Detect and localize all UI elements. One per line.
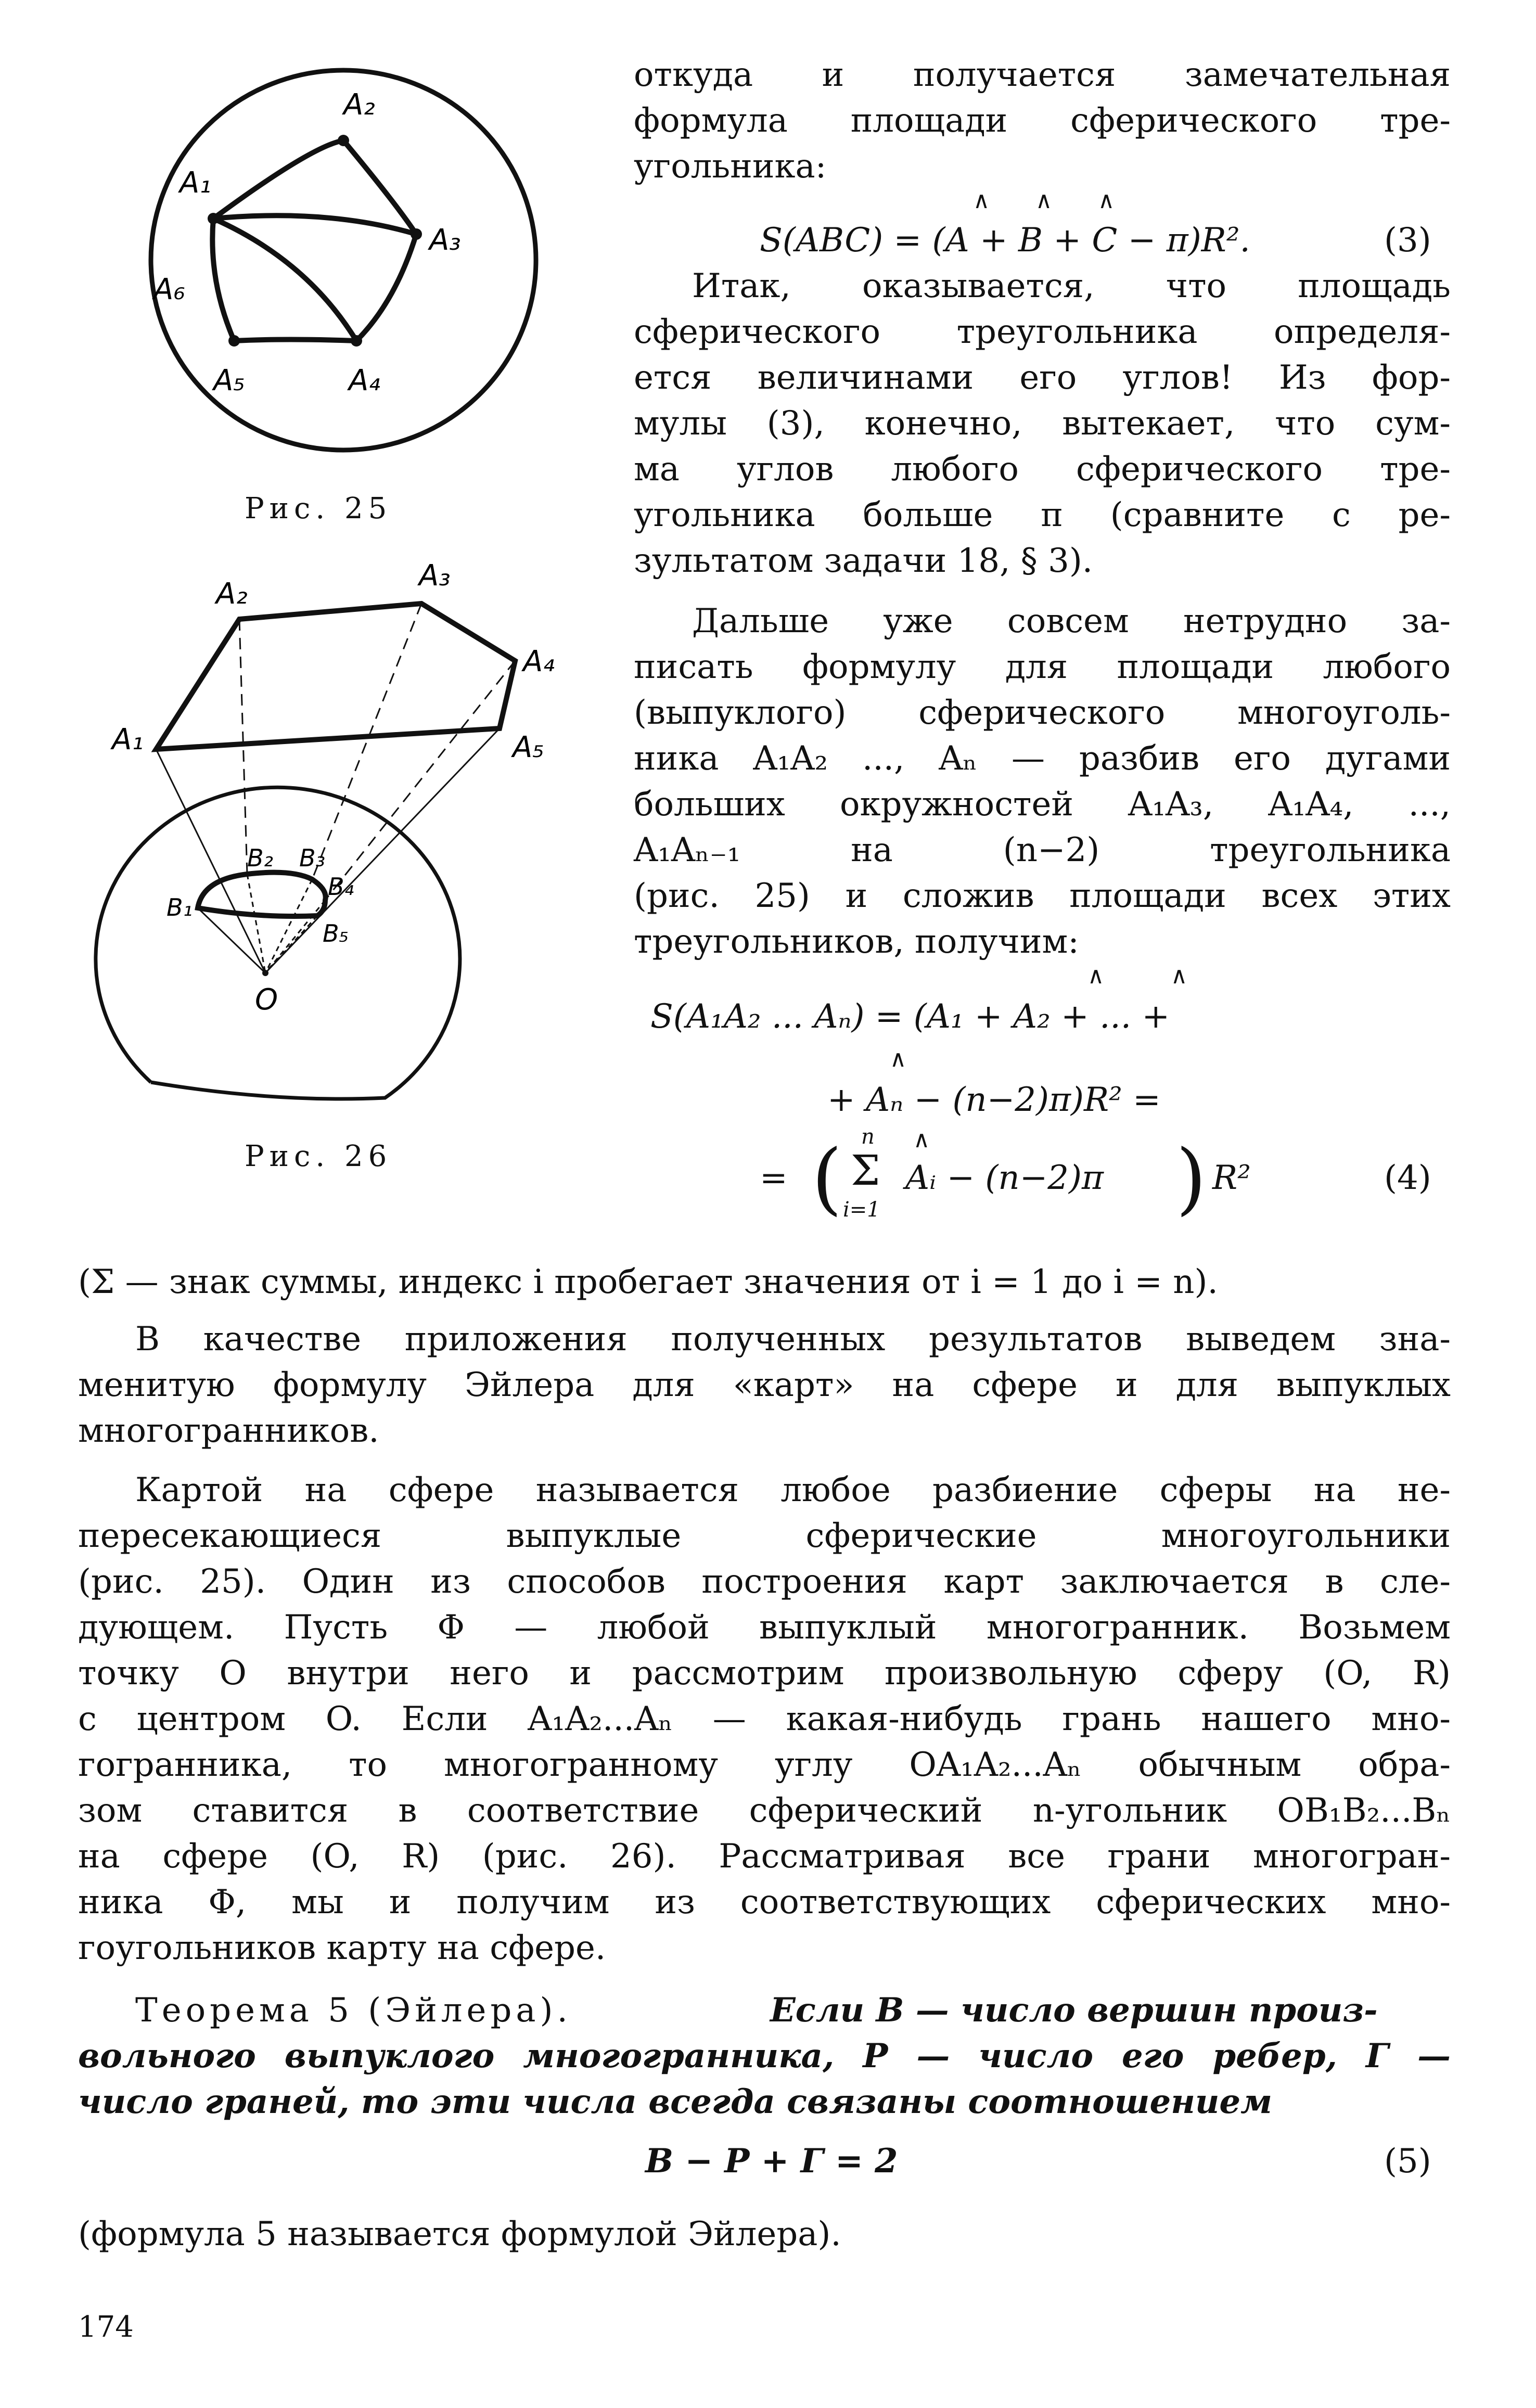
text-line: A₁Aₙ₋₁ на (n−2) треугольника xyxy=(634,831,1451,869)
text-line: (рис. 25) и сложив площади всех этих xyxy=(634,877,1451,915)
text-line: формула площади сферического тре- xyxy=(634,101,1451,140)
text-line: точку O внутри него и рассмотрим произвольную сферу (O, R) xyxy=(78,1654,1451,1693)
text-line: дующем. Пусть Φ — любой выпуклый многогранник. Возьмем xyxy=(78,1608,1451,1647)
formula-4-sum-top: n xyxy=(861,1125,875,1149)
fig26-label-a4: A₄ xyxy=(523,645,555,678)
fig26-label-a3: A₃ xyxy=(419,559,451,593)
text-line: откуда и получается замечательная xyxy=(634,56,1451,94)
formula-5-number: (5) xyxy=(1384,2142,1431,2181)
page-number: 174 xyxy=(78,2310,134,2344)
text-line: на сфере (O, R) (рис. 26). Рассматривая все грани многогран- xyxy=(78,1837,1451,1876)
fig26-label-b3: B₃ xyxy=(299,844,325,872)
text-line: зультатом задачи 18, § 3). xyxy=(634,542,1093,580)
text-line: В качестве приложения полученных результатов выведем зна- xyxy=(135,1320,1451,1359)
formula-5: В − Р + Г = 2 xyxy=(645,2142,898,2181)
theorem-heading: Теорема 5 (Эйлера). xyxy=(135,1991,572,2030)
formula-3-number: (3) xyxy=(1384,221,1431,260)
text-line: (рис. 25). Один из способов построения карт заключается в сле- xyxy=(78,1562,1451,1601)
text-line: Итак, оказывается, что площадь xyxy=(692,267,1451,305)
text-line: (выпуклого) сферического многоуголь- xyxy=(634,694,1451,732)
fig25-label-a6: A₆ xyxy=(153,273,185,306)
fig26-label-b4: B₄ xyxy=(328,873,354,901)
fig26-label-o: O xyxy=(255,983,278,1017)
text-line: ма углов любого сферического тре- xyxy=(634,450,1451,489)
text-line: менитую формулу Эйлера для «карт» на сфере и для выпуклых xyxy=(78,1366,1451,1404)
fig26-caption: Рис. 26 xyxy=(245,1139,392,1173)
fig25-caption: Рис. 25 xyxy=(245,492,392,526)
theorem-line: Если В — число вершин произ- xyxy=(770,1991,1378,2030)
text-line: с центром O. Если A₁A₂...Aₙ — какая-нибудь грань нашего мно- xyxy=(78,1700,1451,1738)
formula-4-line1: S(A₁A₂ ... Aₙ) = (A₁ + A₂ + ... + xyxy=(650,997,1170,1036)
fig25-label-a2: A₂ xyxy=(343,88,375,122)
text-line: гогранника, то многогранному углу OA₁A₂...Aₙ обычным обра- xyxy=(78,1746,1451,1784)
text-line: пересекающиеся выпуклые сферические многоугольники xyxy=(78,1517,1451,1555)
formula-4-sum: Σ xyxy=(851,1146,880,1195)
text-line: треугольников, получим: xyxy=(634,923,1079,961)
last-line: (формула 5 называется формулой Эйлера). xyxy=(78,2215,841,2253)
figure-25 xyxy=(125,57,593,473)
text-line: Картой на сфере называется любое разбиение сферы на не- xyxy=(135,1471,1451,1509)
figure-26 xyxy=(94,541,572,1119)
fig26-label-a1: A₁ xyxy=(112,723,144,757)
fig25-label-a4: A₄ xyxy=(349,364,380,398)
text-line: ника A₁A₂ ..., Aₙ — разбив его дугами xyxy=(634,739,1451,778)
fig25-label-a5: A₅ xyxy=(213,364,245,398)
sigma-note: (Σ — знак суммы, индекс i пробегает значения от i = 1 до i = n). xyxy=(78,1263,1218,1301)
text-line: ника Φ, мы и получим из соответствующих сферических мно- xyxy=(78,1883,1451,1922)
text-line: ется величинами его углов! Из фор- xyxy=(634,358,1451,397)
formula-4-line2: + Aₙ − (n−2)π)R² = xyxy=(827,1081,1161,1119)
text-line: гоугольников карту на сфере. xyxy=(78,1929,606,1967)
fig26-label-b2: B₂ xyxy=(247,844,273,872)
fig25-label-a3: A₃ xyxy=(429,223,461,257)
formula-4-equals: = xyxy=(760,1159,788,1197)
text-line: многогранников. xyxy=(78,1412,379,1450)
theorem-line: вольного выпуклого многогранника, Р — число его ребер, Г — xyxy=(78,2036,1451,2076)
text-line: зом ставится в соответствие сферический n-угольник OB₁B₂...Bₙ xyxy=(78,1791,1451,1830)
text-line: больших окружностей A₁A₃, A₁A₄, ..., xyxy=(634,785,1451,824)
fig26-label-b1: B₁ xyxy=(167,893,193,921)
text-line: мулы (3), конечно, вытекает, что сум- xyxy=(634,404,1451,443)
fig26-label-a5: A₅ xyxy=(513,731,544,764)
text-line: Дальше уже совсем нетрудно за- xyxy=(692,602,1451,641)
fig25-label-a1: A₁ xyxy=(180,166,211,200)
formula-3: S(ABC) = (A + B + C − π)R². xyxy=(760,221,1250,260)
formula-4-line3: Aᵢ − (n−2)π xyxy=(905,1159,1104,1197)
formula-4-number: (4) xyxy=(1384,1159,1431,1197)
formula-4-sum-bottom: i=1 xyxy=(843,1198,880,1222)
fig26-label-a2: A₂ xyxy=(216,577,248,611)
formula-4-r2: R² xyxy=(1212,1159,1251,1197)
text-line: писать формулу для площади любого xyxy=(634,648,1451,686)
text-line: сферического треугольника определя- xyxy=(634,313,1451,351)
text-line: угольника больше π (сравните с ре- xyxy=(634,496,1451,534)
theorem-line: число граней, то эти числа всегда связаны соотношением xyxy=(78,2082,1272,2121)
text-line: угольника: xyxy=(634,147,827,186)
fig26-label-b5: B₅ xyxy=(323,919,349,947)
